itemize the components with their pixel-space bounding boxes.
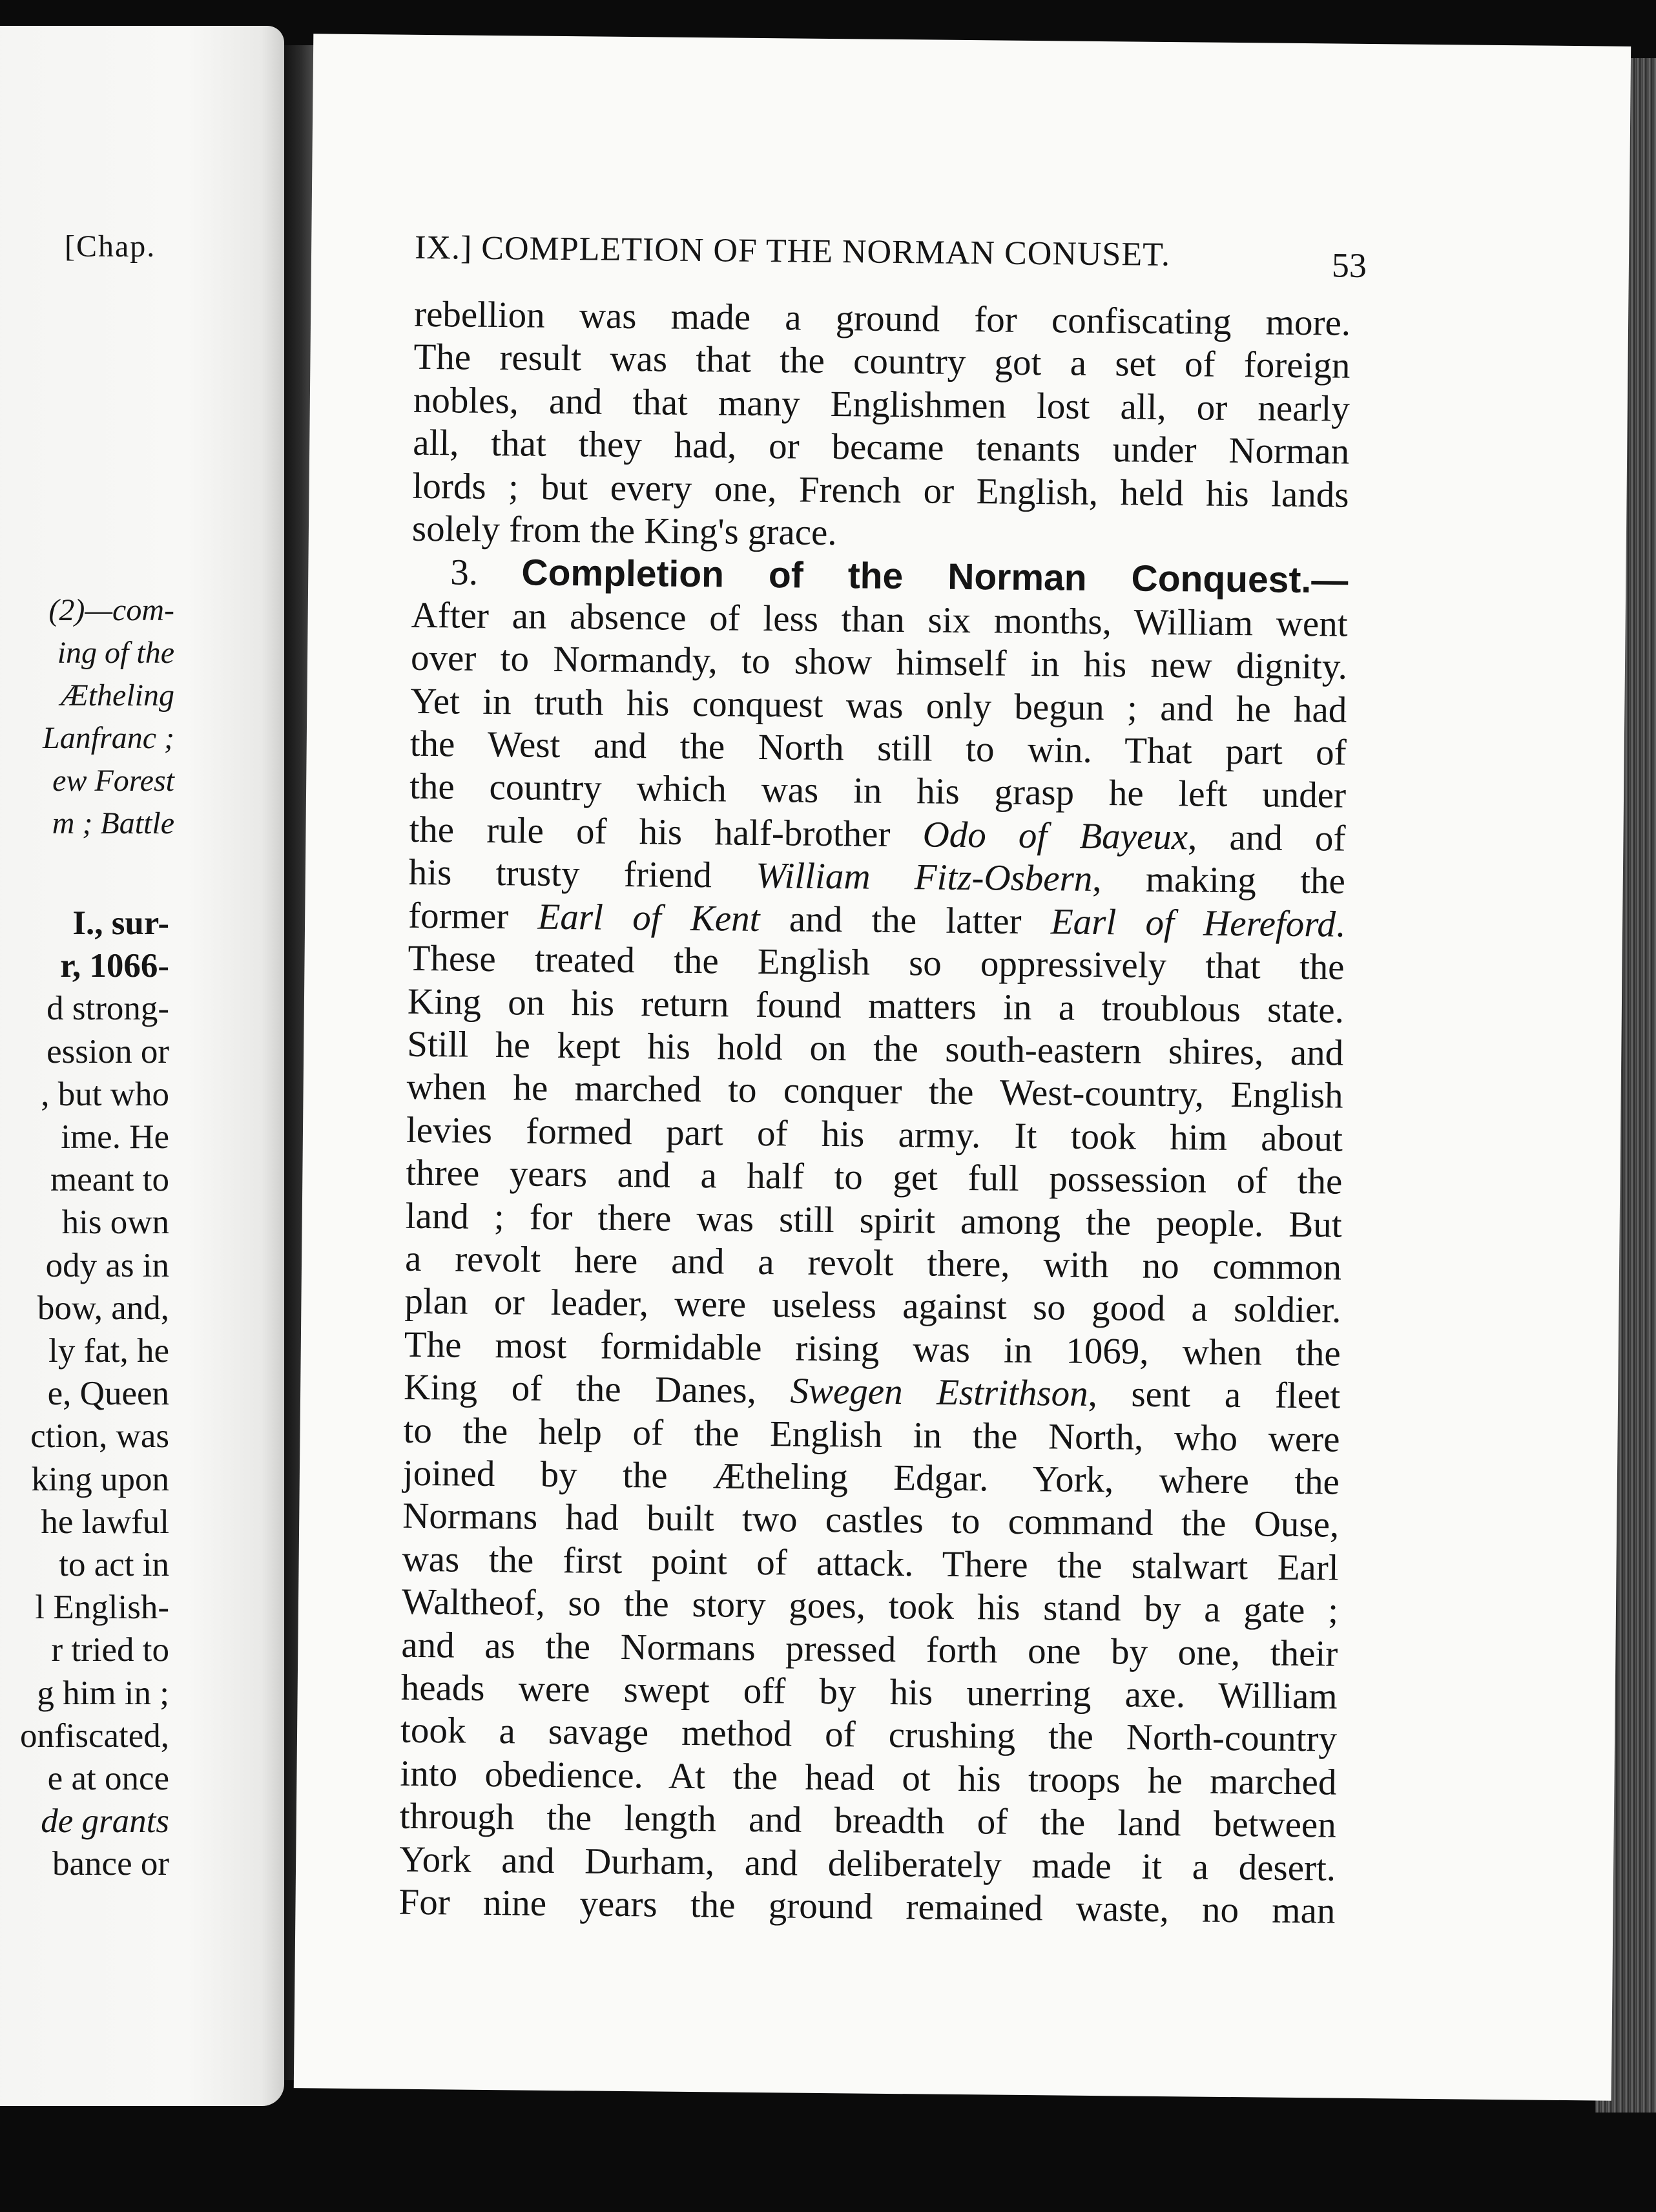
text-line: a revolt here and a revolt there, with no common (404, 1238, 1342, 1288)
text-line: the West and the North still to win. That part of (409, 723, 1347, 773)
fragment-line: de grants (41, 1802, 169, 1841)
text-run: and the latter (760, 898, 1051, 942)
text-line: three years and a half to get full possession of the (406, 1152, 1343, 1202)
fragment-line: , but who (41, 1075, 169, 1113)
text-line: into obedience. At the head ot his troops he marched (400, 1753, 1337, 1803)
margin-note-line: ew Forest (52, 764, 174, 798)
text-line: Yet in truth his conquest was only begun ; and he had (410, 680, 1347, 731)
fragment-line: he lawful (41, 1503, 169, 1541)
text-line: Still he kept his hold on the south-eastern shires, and (407, 1023, 1344, 1074)
fragment-line: to act in (59, 1546, 169, 1584)
text-line: Normans had built two castles to command the Ouse, (402, 1496, 1340, 1546)
italic-title: Earl of Hereford (1050, 901, 1336, 945)
fragment-line: bance or (52, 1845, 169, 1883)
text-line: After an absence of less than six months, William went (411, 594, 1348, 645)
text-line: solely from the King's grace. (411, 508, 837, 554)
text-line: The most formidable rising was in 1069, when the (404, 1324, 1341, 1374)
text-line: land ; for there was still spirit among the people. But (405, 1195, 1342, 1246)
margin-note-line: Ætheling (61, 678, 174, 713)
italic-title: Earl of Kent (537, 896, 760, 939)
text-run: . (1335, 904, 1345, 945)
text-line: The result was that the country got a set of foreign (413, 337, 1351, 387)
margin-note-line: ing of the (57, 636, 174, 670)
right-page (294, 34, 1631, 2100)
fragment-line: e, Queen (47, 1375, 169, 1413)
page-number: 53 (1331, 245, 1367, 285)
fragment-line: d strong- (47, 990, 169, 1028)
text-line: heads were swept off by his unerring axe. William (400, 1667, 1338, 1717)
text-line: York and Durham, and deliberately made it a desert. (398, 1839, 1336, 1889)
margin-note-line: Lanfranc ; (43, 721, 174, 755)
fragment-line: ction, was (30, 1417, 169, 1456)
text-line: when he marched to conquer the West-country, English (406, 1067, 1343, 1116)
text-run: , making the (1092, 859, 1346, 902)
margin-note-line: (2)—com- (48, 593, 174, 627)
italic-name: Odo of Bayeux (922, 814, 1188, 858)
text-line: For nine years the ground remained waste, no man (398, 1881, 1336, 1932)
italic-name: Swegen Estrithson (790, 1370, 1088, 1415)
text-run: , and of (1187, 817, 1346, 859)
text-line: levies formed part of his army. It took him about (406, 1109, 1343, 1160)
text-run: , sent a fleet (1088, 1373, 1341, 1417)
section-title: Completion of the Norman Conquest.— (521, 552, 1349, 602)
text-line: to the help of the English in the North, who were (403, 1410, 1340, 1460)
text-line: These treated the English so oppressively that the (408, 937, 1345, 988)
margin-note-line: m ; Battle (52, 806, 174, 840)
italic-name: William Fitz-Osbern (755, 855, 1093, 900)
section-number: 3. (450, 552, 479, 594)
fragment-line: his own (61, 1204, 169, 1242)
fragment-line: ly fat, he (48, 1332, 169, 1370)
text-line: took a savage method of crushing the North-country (400, 1710, 1338, 1760)
text-line: rebellion was made a ground for confiscating more. (413, 293, 1351, 344)
left-margin-note (43, 589, 174, 845)
fragment-line: ody as in (45, 1246, 169, 1284)
text-line: all, that they had, or became tenants under Norman (412, 423, 1350, 472)
fragment-line: r, 1066- (60, 947, 169, 985)
text-line: was the first point of attack. There the stalwart Earl (402, 1538, 1339, 1589)
running-head: IX.] COMPLETION OF THE NORMAN CONUSET. (414, 229, 1171, 274)
fragment-line: king upon (31, 1460, 169, 1498)
text-line: through the length and breadth of the land between (399, 1795, 1337, 1846)
text-run: his trusty friend (408, 852, 756, 897)
page-body (398, 293, 1351, 1933)
text-run: King of the Danes, (403, 1366, 791, 1412)
fragment-line: e at once (47, 1760, 169, 1798)
text-line: lords ; but every one, French or English, held his lands (412, 465, 1349, 516)
left-page-text-fragments (20, 902, 169, 1886)
fragment-line: r tried to (51, 1631, 169, 1669)
fragment-line: ession or (47, 1032, 169, 1070)
fragment-line: bow, and, (37, 1289, 169, 1327)
fragment-line: ime. He (61, 1118, 169, 1156)
text-line: over to Normandy, to show himself in his new dignity. (410, 638, 1348, 687)
text-line: Waltheof, so the story goes, took his stand by a gate ; (401, 1581, 1339, 1631)
text-line: joined by the Ætheling Edgar. York, where the (402, 1452, 1340, 1503)
fragment-line: I., sur- (72, 904, 169, 942)
text-line: King on his return found matters in a troublous state. (407, 981, 1345, 1031)
text-line: and as the Normans pressed forth one by one, their (401, 1624, 1338, 1675)
fragment-line: g him in ; (37, 1674, 169, 1712)
text-line: plan or leader, were useless against so good a soldier. (404, 1281, 1341, 1331)
text-run: the rule of his half-brother (409, 809, 923, 855)
text-line: nobles, and that many Englishmen lost all, or nearly (413, 379, 1351, 430)
fragment-line: l English- (35, 1589, 169, 1627)
text-run: former (408, 895, 538, 937)
fragment-line: meant to (50, 1161, 169, 1199)
text-line: the country which was in his grasp he left under (409, 766, 1347, 817)
left-chapter-marker: [Chap. (65, 229, 156, 264)
fragment-line: onfiscated, (19, 1716, 169, 1755)
